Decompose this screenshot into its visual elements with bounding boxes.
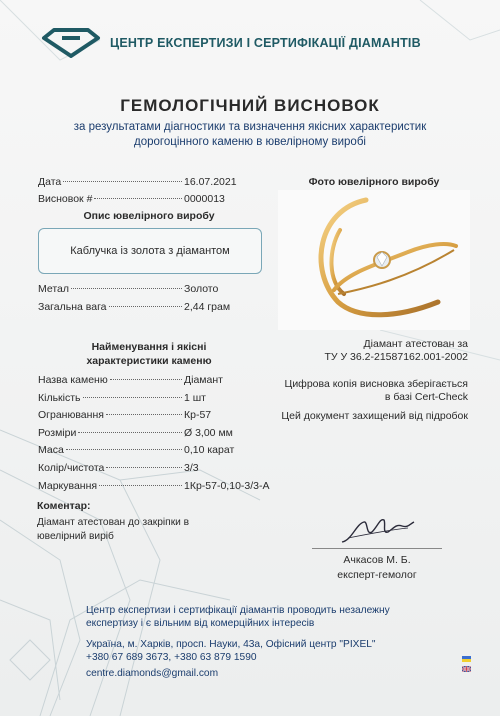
gold-ring-with-diamond-photo (278, 190, 470, 330)
stone-row (38, 374, 184, 386)
stone-title-line-1: Найменування і якісні (91, 341, 207, 353)
stone-row-value: Ø 3,00 мм (184, 427, 233, 439)
comment-label: Коментар: (37, 500, 91, 512)
stone-row-label: Розміри (38, 427, 77, 439)
date-label: Дата (38, 176, 62, 188)
stone-row (38, 444, 184, 456)
stone-row-label: Маркування (38, 480, 98, 492)
attest-standard: ТУ У 36.2-21587162.001-2002 (324, 351, 468, 363)
stone-row-value: Діамант (184, 374, 223, 386)
handwritten-signature (338, 514, 418, 548)
document-subtitle (30, 120, 470, 150)
number-value: 0000013 (184, 193, 225, 205)
weight-label: Загальна вага (38, 301, 107, 313)
stone-section-title (38, 340, 260, 368)
stone-row-value: 0,10 карат (184, 444, 235, 456)
product-section-title: Опис ювелірного виробу (83, 210, 215, 222)
weight-row (38, 301, 184, 313)
stone-row-value: Кр-57 (184, 409, 212, 421)
product-description: Каблучка із золота з діамантом (70, 245, 230, 257)
signature-line (312, 548, 442, 549)
stone-row (38, 462, 184, 474)
uk-flag-icon[interactable] (462, 666, 471, 672)
stone-row-label: Огранювання (38, 409, 104, 421)
header (40, 28, 421, 58)
ukraine-flag-icon[interactable] (462, 656, 471, 662)
stone-row (38, 409, 184, 421)
stone-title-line-2: характеристики каменю (86, 355, 212, 367)
document-title: ГЕМОЛОГІЧНИЙ ВИСНОВОК (120, 96, 380, 115)
dotted-leader (110, 379, 182, 380)
stone-row-label: Колір/чистота (38, 462, 105, 474)
stone-row-label: Маса (38, 444, 64, 456)
digital-copy-line-2: в базі Cert-Check (384, 391, 468, 403)
stone-row (38, 392, 184, 404)
footer-line-2: експертизу і є вільним від комерційних інтересів (86, 618, 315, 629)
footer-statement (86, 604, 390, 630)
stone-row-value: 1 шт (184, 392, 206, 404)
stone-row-label: Назва каменю (38, 374, 108, 386)
digital-copy-line-1: Цифрова копія висновка зберігається (284, 378, 468, 390)
number-row (38, 193, 184, 205)
stone-row-value: 1Кр-57-0,10-3/3-А (184, 480, 270, 492)
expert-name: Ачкасов М. Б. (343, 554, 411, 566)
stone-row-label: Кількість (38, 392, 81, 404)
date-row (38, 176, 184, 188)
subtitle-line-2: дорогоцінного каменю в ювелірному виробі (134, 136, 366, 148)
stone-row (38, 480, 184, 492)
dotted-leader (63, 181, 182, 182)
footer-line-1: Центр експертизи і сертифікації діамантів проводить незалежну (86, 605, 390, 616)
attest-line-1: Діамант атестован за (363, 338, 468, 350)
metal-value: Золото (184, 283, 219, 295)
date-value: 16.07.2021 (184, 176, 237, 188)
metal-label: Метал (38, 283, 70, 295)
footer-contacts (86, 638, 376, 680)
dotted-leader (83, 397, 182, 398)
dotted-leader (106, 467, 182, 468)
dotted-leader (78, 432, 182, 433)
stone-row-value: 3/3 (184, 462, 199, 474)
comment-text: Діамант атестован до закріпки в ювелірний виріб (37, 517, 190, 542)
weight-value: 2,44 грам (184, 301, 231, 313)
expert-position: експерт-гемолог (337, 569, 417, 581)
number-label: Висновок # (38, 193, 93, 205)
protection-note: Цей документ захищений від підробок (281, 410, 468, 422)
footer-address: Україна, м. Харків, просп. Науки, 43а, Офісний центр "PIXEL" (86, 639, 376, 650)
footer-phones: +380 67 689 3673, +380 63 879 1590 (86, 652, 257, 663)
dotted-leader (94, 198, 182, 199)
photo-title: Фото ювелірного виробу (308, 176, 440, 188)
dotted-leader (71, 288, 182, 289)
product-description-box (38, 228, 262, 274)
footer-email: centre.diamonds@gmail.com (86, 668, 219, 679)
dotted-leader (66, 449, 182, 450)
stone-row (38, 427, 184, 439)
dotted-leader (99, 485, 182, 486)
diamond-logo-icon (40, 28, 102, 58)
dotted-leader (109, 306, 182, 307)
product-photo (278, 190, 470, 330)
dotted-leader (106, 414, 182, 415)
metal-row (38, 283, 184, 295)
subtitle-line-1: за результатами діагностики та визначення якісних характеристик (73, 121, 427, 133)
organization-name: ЦЕНТР ЕКСПЕРТИЗИ І СЕРТИФІКАЦІЇ ДІАМАНТІВ (110, 36, 421, 50)
